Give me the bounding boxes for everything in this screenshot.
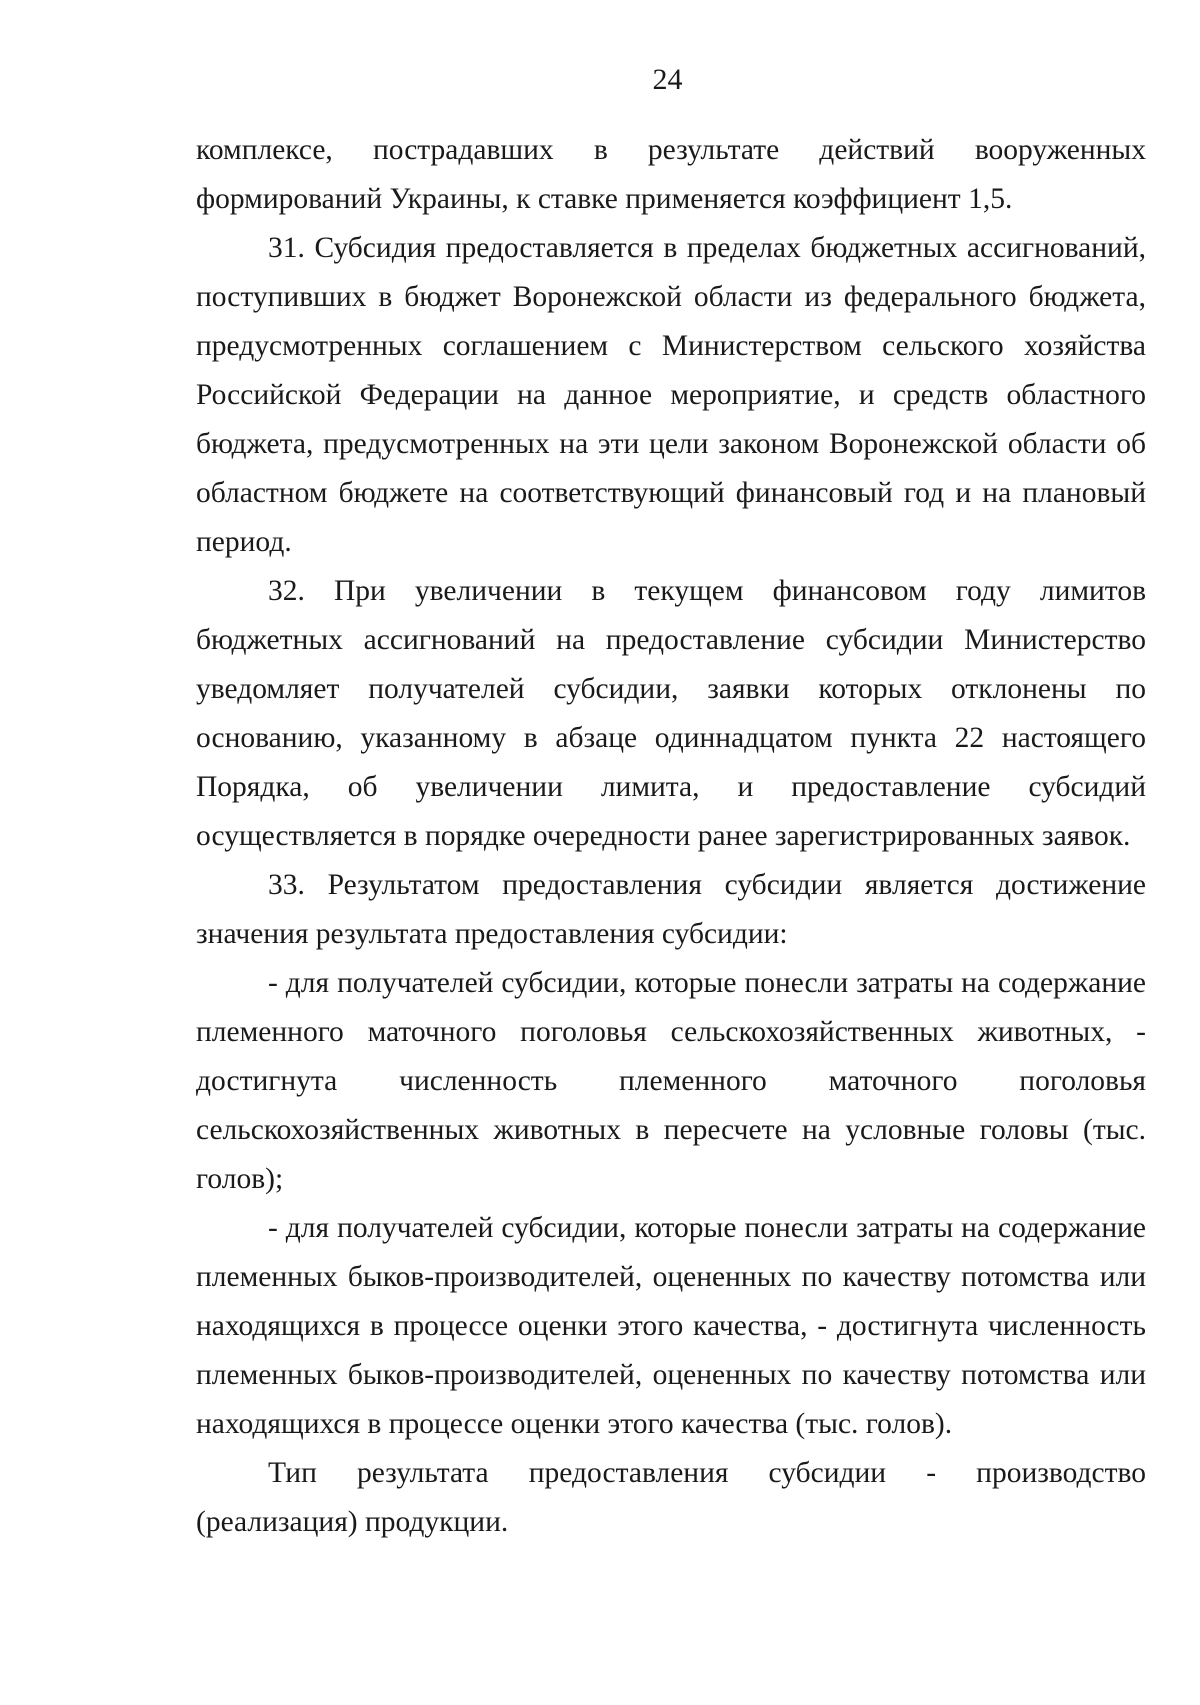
paragraph-33-item-breeding-stock: - для получателей субсидии, которые понесли затраты на содержание племенного маточного поголовья сельскохозяйственных животных, - достигнута численность племенного маточного поголовья сельскохозяйственных животных в пересчете на условные головы (тыс. голов); <box>196 967 1146 1195</box>
paragraph-continuation: комплексе, пострадавших в результате действий вооруженных формирований Украины, к ставке применяется коэффициент 1,5. <box>196 134 1146 215</box>
paragraph-32: 32. При увеличении в текущем финансовом году лимитов бюджетных ассигнований на предоставление субсидии Министерство уведомляет получателей субсидии, заявки которых отклонены по основанию, указанному в абзаце одиннадцатом пункта 22 настоящего Порядка, об увеличении лимита, и предоставление субсидий осуществляется в порядке очередности ранее зарегистрированных заявок. <box>196 575 1146 852</box>
page-number: 24 <box>652 63 683 96</box>
paragraph-31: 31. Субсидия предоставляется в пределах бюджетных ассигнований, поступивших в бюджет Воронежской области из федерального бюджета, предусмотренных соглашением с Министерством сельского хозяйства Российской Федерации на данное мероприятие, и средств областного бюджета, предусмотренных на эти цели законом Воронежской области об областном бюджете на соответствующий финансовый год и на плановый период. <box>196 232 1146 558</box>
document-body <box>196 126 1146 1547</box>
paragraph-33-item-breeding-bulls: - для получателей субсидии, которые понесли затраты на содержание племенных быков-производителей, оцененных по качеству потомства или находящихся в процессе оценки этого качества, - достигнута численность племенных быков-производителей, оцененных по качеству потомства или находящихся в процессе оценки этого качества (тыс. голов). <box>196 1212 1146 1440</box>
paragraph-33: 33. Результатом предоставления субсидии является достижение значения результата предоставления субсидии: <box>196 869 1146 950</box>
paragraph-result-type: Тип результата предоставления субсидии - производство (реализация) продукции. <box>196 1457 1146 1538</box>
